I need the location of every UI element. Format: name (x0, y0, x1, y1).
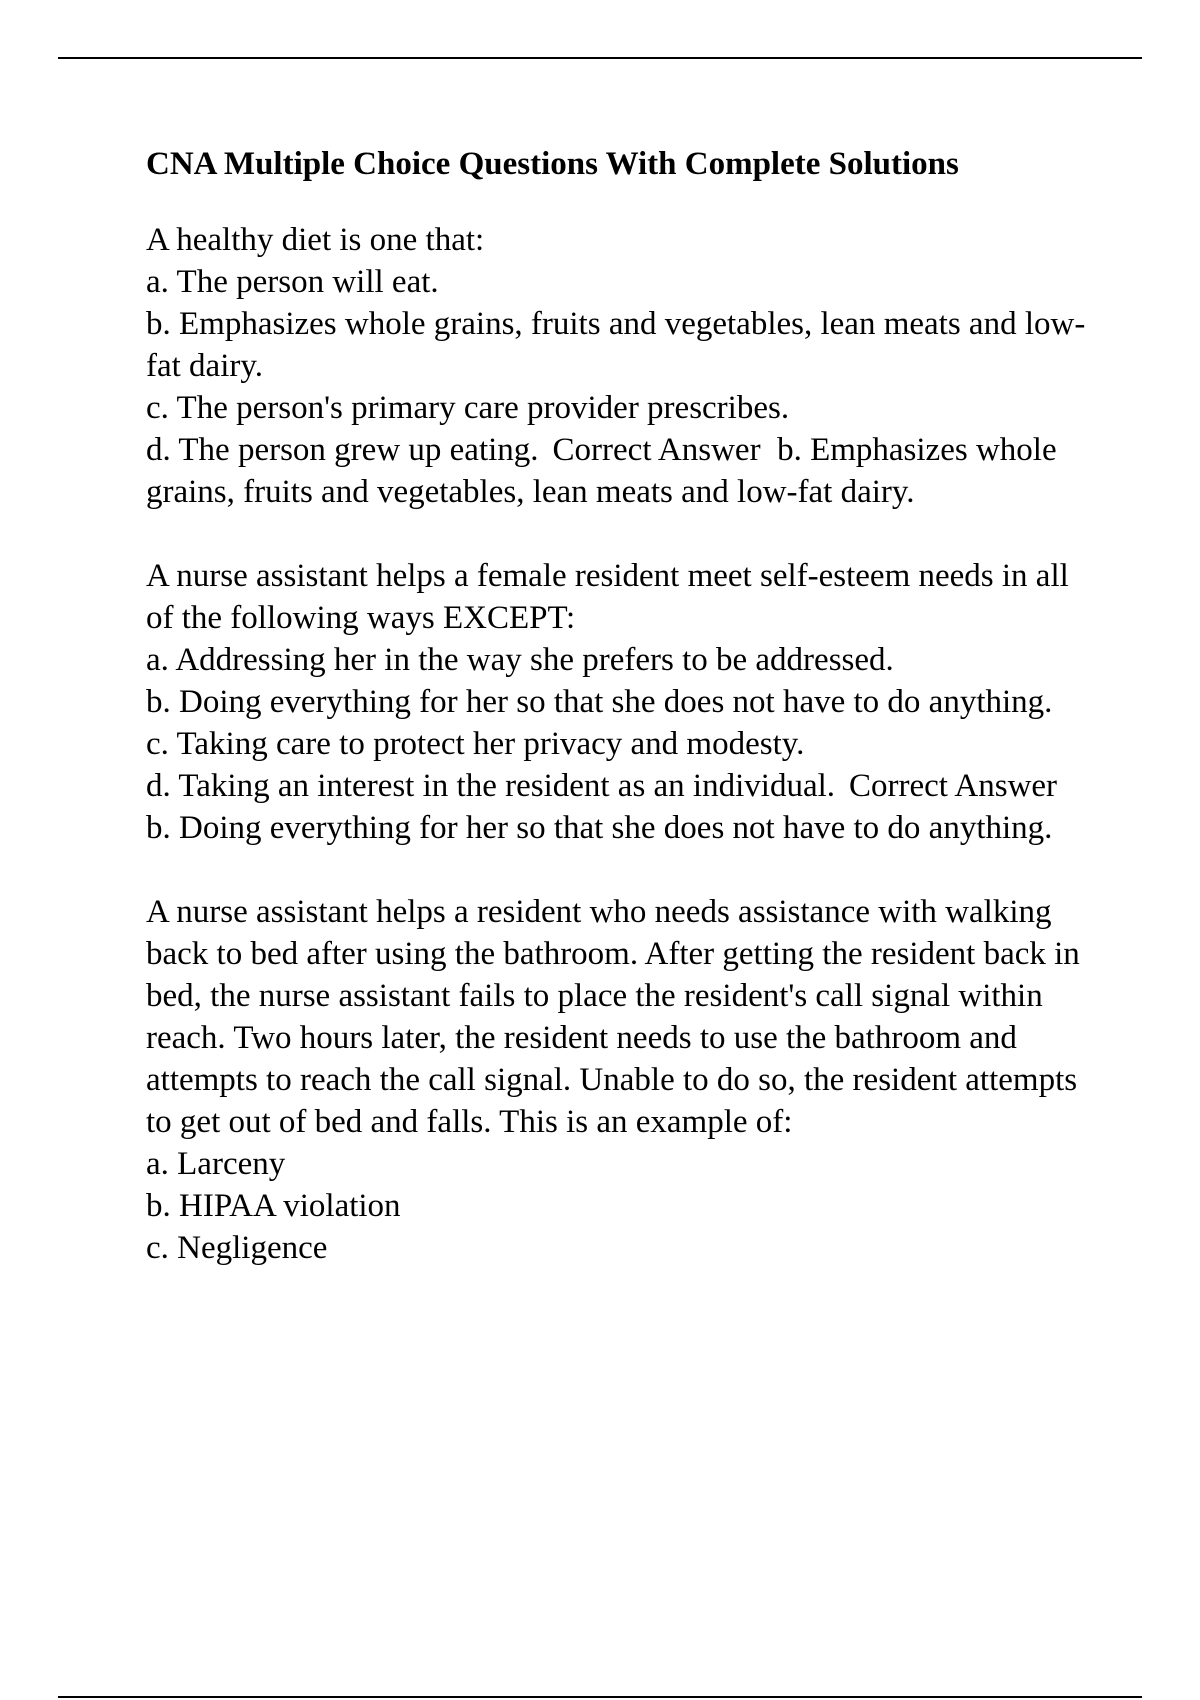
option-b: b. Doing everything for her so that she does not have to do anything. (146, 684, 1053, 720)
option-d-with-answer (146, 429, 1096, 513)
correct-answer-label: Correct Answer (552, 432, 761, 468)
correct-answer: b. Doing everything for her so that she does not have to do anything. (146, 810, 1053, 846)
footer-rule (58, 1696, 1142, 1698)
option-a: a. Addressing her in the way she prefers to be addressed. (146, 642, 894, 678)
option-c: c. Taking care to protect her privacy and modesty. (146, 726, 805, 762)
option-b: b. HIPAA violation (146, 1188, 401, 1224)
option-d: d. The person grew up eating. (146, 432, 539, 468)
correct-answer: b. Emphasizes whole grains, fruits and vegetables, lean meats and low-fat dairy. (146, 432, 1057, 510)
document-title: CNA Multiple Choice Questions With Complete Solutions (146, 146, 959, 182)
question-stem: A healthy diet is one that: (146, 222, 485, 258)
option-b: b. Emphasizes whole grains, fruits and vegetables, lean meats and low-fat dairy. (146, 306, 1086, 384)
option-c: c. Negligence (146, 1230, 328, 1266)
option-d: d. Taking an interest in the resident as an individual. (146, 768, 836, 804)
question-stem: A nurse assistant helps a female resident meet self-esteem needs in all of the following ways EXCEPT: (146, 558, 1069, 636)
option-a: a. The person will eat. (146, 264, 439, 300)
document-body (146, 143, 1096, 1311)
option-a: a. Larceny (146, 1146, 286, 1182)
correct-answer-label: Correct Answer (849, 768, 1058, 804)
option-c: c. The person's primary care provider prescribes. (146, 390, 790, 426)
option-d-with-answer (146, 765, 1096, 849)
question-2 (146, 555, 1096, 849)
question-1 (146, 219, 1096, 513)
question-stem: A nurse assistant helps a resident who needs assistance with walking back to bed after using the bathroom. After getting the resident back in bed, the nurse assistant fails to place the resident's call signal within reach. Two hours later, the resident needs to use the bathroom and attempts to reach the call signal. Unable to do so, the resident attempts to get out of bed and falls. This is an example of: (146, 894, 1080, 1140)
question-3 (146, 891, 1096, 1269)
header-rule (58, 57, 1142, 59)
